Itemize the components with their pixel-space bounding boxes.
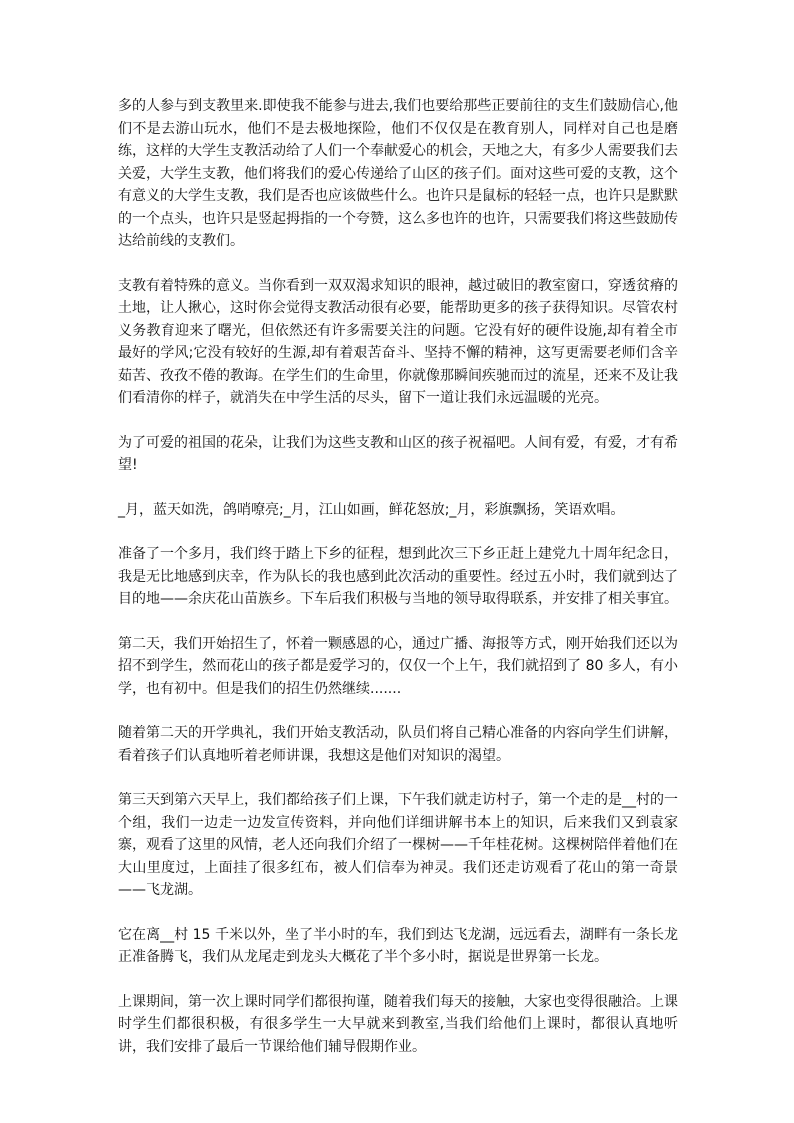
- paragraph-7: 随着第二天的开学典礼，我们开始支教活动，队员们将自己精心准备的内容向学生们讲解，看着孩子们认真地听着老师讲课，我想这是他们对知识的渴望。: [118, 725, 678, 764]
- paragraph-6: 第二天，我们开始招生了，怀着一颗感恩的心，通过广播、海报等方式，刚开始我们还以为招不到学生，然而花山的孩子都是爱学习的，仅仅一个上午，我们就招到了 80 多人，有小学，也有初中。但是我们的招生仍然继续.......: [118, 635, 678, 697]
- paragraph-4: _月，蓝天如洗，鸽哨嘹亮;_月，江山如画，鲜花怒放;_月，彩旗飘扬，笑语欢唱。: [118, 501, 625, 518]
- paragraph-9: 它在离__村 15 千米以外，坐了半小时的车，我们到达飞龙湖，远远看去，湖畔有一条长龙正准备腾飞，我们从龙尾走到龙头大概花了半个多小时，据说是世界第一长龙。: [118, 926, 678, 965]
- paragraph-10: 上课期间，第一次上课时同学们都很拘谨，随着我们每天的接触，大家也变得很融洽。上课时学生们都很积极，有很多学生一大早就来到教室,当我们给他们上课时，都很认真地听讲，我们安排了最后一节课给他们辅导假期作业。: [118, 993, 678, 1055]
- paragraph-1: 多的人参与到支教里来.即使我不能参与进去,我们也要给那些正要前往的支生们鼓励信心,他们不是去游山玩水，他们不是去极地探险，他们不仅仅是在教育别人，同样对自己也是磨练，这样的大学生支教活动给了人们一个奉献爱心的机会，天地之大，有多少人需要我们去关爱，大学生支教，他们将我们的爱心传递给了山区的孩子们。面对这些可爱的支教，这个有意义的大学生支教，我们是否也应该做些什么。也许只是鼠标的轻轻一点，也许只是默默的一个点头，也许只是竖起拇指的一个夸赞，这么多也许的也许，只需要我们将这些鼓励传达给前线的支教们。: [118, 98, 678, 249]
- paragraph-5: 准备了一个多月，我们终于踏上下乡的征程，想到此次三下乡正赶上建党九十周年纪念日，我是无比地感到庆幸，作为队长的我也感到此次活动的重要性。经过五小时，我们就到达了目的地——余庆花山苗族乡。下车后我们积极与当地的领导取得联系，并安排了相关事宜。: [118, 546, 678, 607]
- paragraph-2: 支教有着特殊的意义。当你看到一双双渴求知识的眼神，越过破旧的教室窗口，穿透贫瘠的土地，让人揪心，这时你会觉得支教活动很有必要，能帮助更多的孩子获得知识。尽管农村义务教育迎来了曙光，但依然还有许多需要关注的问题。它没有好的硬件设施,却有着全市最好的学风;它没有较好的生源,却有着艰苦奋斗、坚持不懈的精神，这写更需要老师们含辛茹苦、孜孜不倦的教诲。在学生们的生命里，你就像那瞬间疾驰而过的流星，还来不及让我们看清你的样子，就消失在中学生活的尽头，留下一道让我们永远温暖的光亮。: [118, 277, 678, 406]
- paragraph-3: 为了可爱的祖国的花朵，让我们为这些支教和山区的孩子祝福吧。人间有爱，有爱，才有希望!: [118, 434, 678, 473]
- paragraph-8: 第三天到第六天早上，我们都给孩子们上课，下午我们就走访村子，第一个走的是__村的一个组，我们一边走一边发宣传资料，并向他们详细讲解书本上的知识，后来我们又到袁家寨，观看了这里的风情，老人还向我们介绍了一棵树——千年桂花树。这棵树陪伴着他们在大山里度过，上面挂了很多红布，被人们信奉为神灵。我们还走访观看了花山的第一奇景——飞龙湖。: [118, 792, 678, 898]
- document-body: [118, 95, 678, 1080]
